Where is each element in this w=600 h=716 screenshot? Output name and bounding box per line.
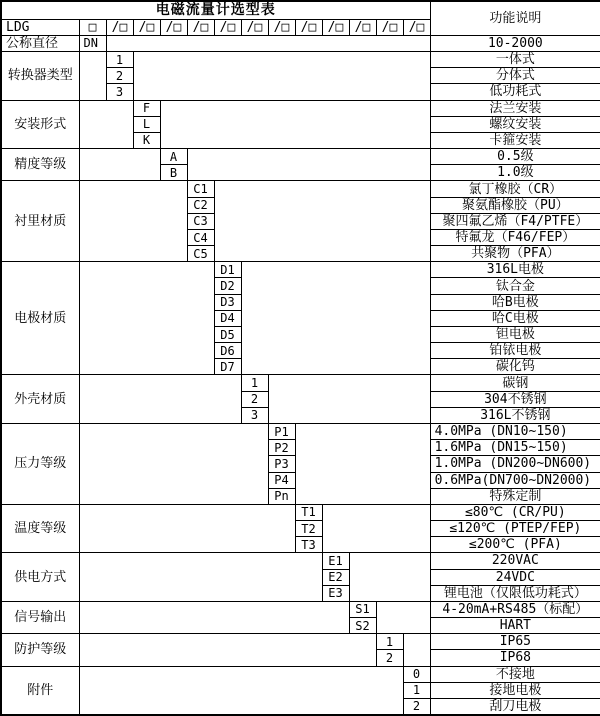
code-slot: /□ [322,19,349,35]
filler-cell [79,504,295,553]
category-label: 供电方式 [1,553,79,602]
code-cell: C5 [187,246,214,262]
desc-cell: 304不锈钢 [430,391,600,407]
desc-cell: 共聚物（PFA） [430,246,600,262]
desc-cell: 碳钢 [430,375,600,391]
code-cell: 1 [106,52,133,68]
code-slot: /□ [268,19,295,35]
code-cell: C1 [187,181,214,197]
category-label: 压力等级 [1,424,79,505]
code-cell: 2 [106,68,133,84]
desc-cell: 1.6MPa (DN15~150) [430,440,600,456]
code-box-slot: □ [79,19,106,35]
code-slot: /□ [349,19,376,35]
code-cell: P3 [268,456,295,472]
filler-cell [268,375,430,424]
category-label: 公称直径 [1,35,79,51]
code-cell: 3 [106,84,133,100]
category-label: 信号输出 [1,601,79,633]
desc-cell: 1.0级 [430,165,600,181]
category-label: 衬里材质 [1,181,79,262]
desc-cell: 特氟龙（F46/FEP） [430,229,600,245]
filler-cell [79,262,214,375]
filler-cell [79,666,403,715]
desc-cell: 1.0MPa (DN200~DN600) [430,456,600,472]
filler-cell [187,149,430,181]
desc-cell: 钽电极 [430,326,600,342]
code-slot: /□ [214,19,241,35]
code-slot: /□ [376,19,403,35]
selection-table-body [1,1,600,715]
desc-cell: IP65 [430,634,600,650]
desc-cell: 316L不锈钢 [430,407,600,423]
filler-cell [79,52,106,101]
code-cell: E3 [322,585,349,601]
code-cell: A [160,149,187,165]
category-label: 附件 [1,666,79,715]
code-slot: /□ [241,19,268,35]
code-cell: P2 [268,440,295,456]
category-label: 转换器类型 [1,52,79,101]
desc-cell: 10-2000 [430,35,600,51]
code-cell: DN [79,35,106,51]
desc-cell: 卡箍安装 [430,132,600,148]
desc-cell: 316L电极 [430,262,600,278]
filler-cell [133,52,430,101]
filler-cell [79,181,187,262]
desc-cell: 接地电极 [430,682,600,698]
filler-cell [106,35,430,51]
desc-cell: 特殊定制 [430,488,600,504]
desc-cell: ≤120℃ (PTEP/FEP) [430,521,600,537]
filler-cell [79,424,268,505]
desc-cell: 碳化钨 [430,359,600,375]
desc-cell: ≤200℃ (PFA) [430,537,600,553]
code-cell: T2 [295,521,322,537]
desc-cell: 0.5级 [430,149,600,165]
code-slot: /□ [403,19,430,35]
desc-cell: 氯丁橡胶（CR） [430,181,600,197]
code-cell: 1 [403,682,430,698]
table-title: 电磁流量计选型表 [1,1,430,19]
category-label: 安装形式 [1,100,79,149]
code-cell: K [133,132,160,148]
code-cell: 2 [403,698,430,715]
code-cell: S1 [349,601,376,617]
desc-cell: ≤80℃ (CR/PU) [430,504,600,520]
filler-cell [403,634,430,666]
code-slot: /□ [106,19,133,35]
filler-cell [79,149,160,181]
code-cell: E1 [322,553,349,569]
code-cell: C2 [187,197,214,213]
function-column-header: 功能说明 [430,1,600,35]
filler-cell [376,601,430,633]
code-cell: C3 [187,213,214,229]
filler-cell [349,553,430,602]
filler-cell [241,262,430,375]
code-cell: 3 [241,407,268,423]
code-slot: /□ [295,19,322,35]
category-label: 精度等级 [1,149,79,181]
desc-cell: 低功耗式 [430,84,600,100]
desc-cell: 刮刀电极 [430,698,600,715]
code-cell: D4 [214,310,241,326]
filler-cell [79,375,241,424]
desc-cell: HART [430,618,600,634]
desc-cell: 哈C电极 [430,310,600,326]
desc-cell: 哈B电极 [430,294,600,310]
desc-cell: 0.6MPa(DN700~DN2000) [430,472,600,488]
code-slot: /□ [160,19,187,35]
desc-cell: 24VDC [430,569,600,585]
code-cell: Pn [268,488,295,504]
code-cell: D5 [214,326,241,342]
model-prefix-label: LDG [1,19,79,35]
desc-cell: 螺纹安装 [430,116,600,132]
category-label: 外壳材质 [1,375,79,424]
code-cell: 1 [241,375,268,391]
category-label: 温度等级 [1,504,79,553]
desc-cell: IP68 [430,650,600,666]
code-cell: D3 [214,294,241,310]
desc-cell: 聚氨酯橡胶（PU） [430,197,600,213]
code-cell: D2 [214,278,241,294]
code-cell: L [133,116,160,132]
desc-cell: 4-20mA+RS485（标配） [430,601,600,617]
code-slot: /□ [187,19,214,35]
filler-cell [322,504,430,553]
code-cell: P4 [268,472,295,488]
filler-cell [160,100,430,149]
filler-cell [79,553,322,602]
code-cell: 1 [376,634,403,650]
code-cell: 2 [376,650,403,666]
desc-cell: 钛合金 [430,278,600,294]
code-cell: E2 [322,569,349,585]
desc-cell: 法兰安装 [430,100,600,116]
filler-cell [295,424,430,505]
filler-cell [214,181,430,262]
desc-cell: 不接地 [430,666,600,682]
code-cell: 2 [241,391,268,407]
desc-cell: 铂铱电极 [430,343,600,359]
category-label: 电极材质 [1,262,79,375]
code-cell: C4 [187,229,214,245]
code-cell: P1 [268,424,295,440]
filler-cell [79,634,376,666]
code-cell: D1 [214,262,241,278]
code-cell: S2 [349,618,376,634]
code-cell: T1 [295,504,322,520]
code-cell: D7 [214,359,241,375]
desc-cell: 220VAC [430,553,600,569]
filler-cell [79,100,133,149]
code-cell: T3 [295,537,322,553]
desc-cell: 聚四氟乙烯（F4/PTFE） [430,213,600,229]
desc-cell: 锂电池（仅限低功耗式） [430,585,600,601]
desc-cell: 分体式 [430,68,600,84]
code-cell: F [133,100,160,116]
filler-cell [79,601,349,633]
code-cell: 0 [403,666,430,682]
desc-cell: 4.0MPa (DN10~150) [430,424,600,440]
category-label: 防护等级 [1,634,79,666]
code-slot: /□ [133,19,160,35]
code-cell: B [160,165,187,181]
desc-cell: 一体式 [430,52,600,68]
code-cell: D6 [214,343,241,359]
